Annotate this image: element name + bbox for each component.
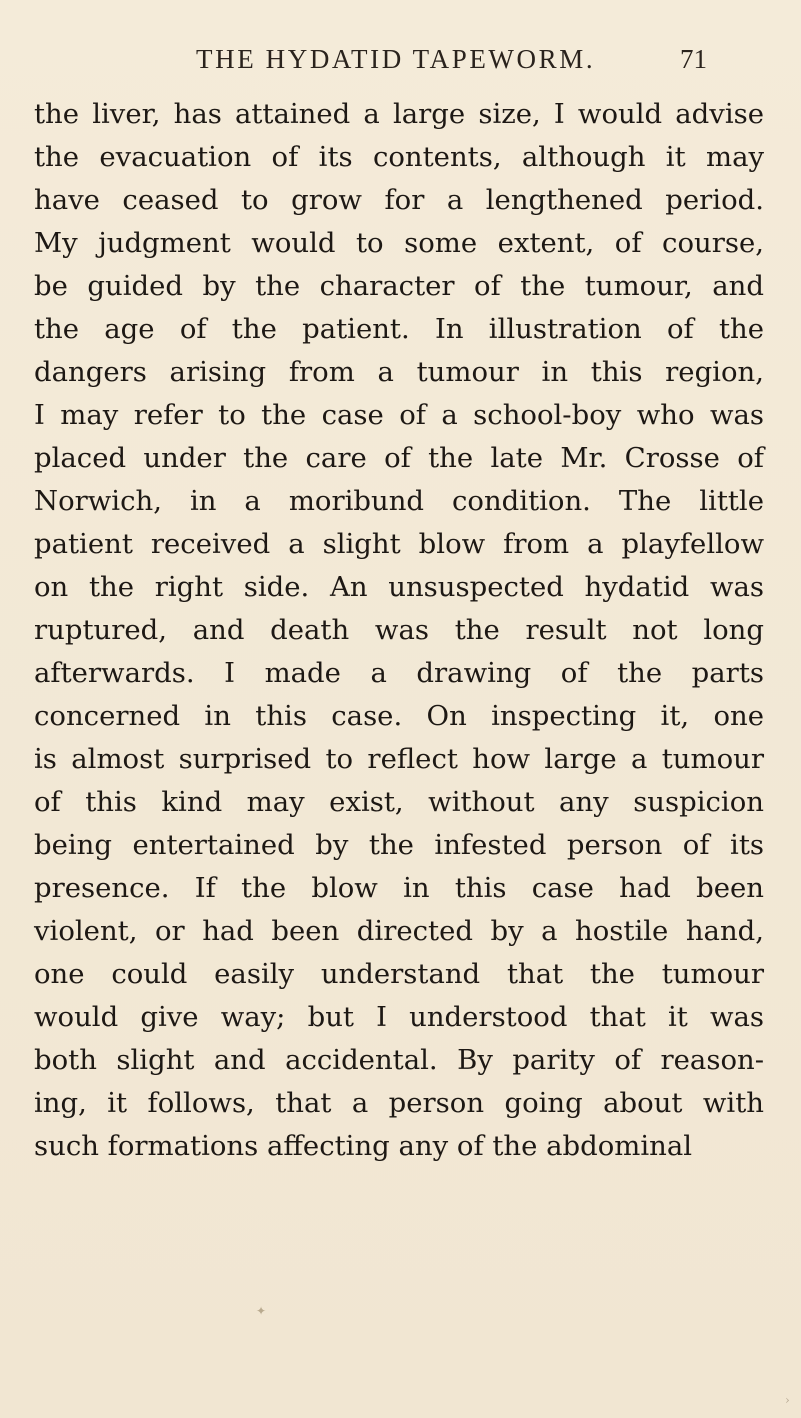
text-line: placed under the care of the late Mr. Crosse of — [34, 442, 764, 474]
text-line: the evacuation of its contents, although it may — [34, 141, 764, 173]
body-text — [34, 93, 764, 1168]
text-line: would give way; but I understood that it was — [34, 1001, 764, 1033]
text-line: afterwards. I made a drawing of the parts — [34, 657, 764, 689]
text-line: patient received a slight blow from a playfellow — [34, 528, 764, 560]
text-line: I may refer to the case of a school-boy who was — [34, 399, 764, 431]
text-line: be guided by the character of the tumour, and — [34, 270, 764, 302]
text-line: the liver, has attained a large size, I would advise — [34, 98, 764, 130]
page-number: 71 — [680, 44, 707, 74]
text-line: such formations affecting any of the abdominal — [34, 1130, 693, 1162]
text-line: of this kind may exist, without any suspicion — [34, 786, 764, 818]
text-line: violent, or had been directed by a hostile hand, — [34, 915, 764, 947]
text-line: My judgment would to some extent, of course, — [34, 227, 764, 259]
text-line: Norwich, in a moribund condition. The little — [34, 485, 764, 517]
text-line: is almost surprised to reflect how large a tumour — [34, 743, 764, 775]
ink-smudge: ✦ — [256, 1304, 267, 1318]
page-edge-mark: › — [785, 1393, 790, 1407]
text-line: dangers arising from a tumour in this region, — [34, 356, 764, 388]
running-title: THE HYDATID TAPEWORM. — [196, 44, 596, 74]
text-line: the age of the patient. In illustration of the — [34, 313, 764, 345]
text-line: have ceased to grow for a lengthened period. — [34, 184, 764, 216]
text-line: on the right side. An unsuspected hydatid was — [34, 571, 764, 603]
text-line: both slight and accidental. By parity of reason- — [34, 1044, 764, 1076]
text-line: concerned in this case. On inspecting it, one — [34, 700, 764, 732]
text-line: being entertained by the infested person of its — [34, 829, 764, 861]
text-line: ing, it follows, that a person going about with — [34, 1087, 764, 1119]
text-line: ruptured, and death was the result not long — [34, 614, 764, 646]
running-head — [0, 44, 801, 84]
text-line: presence. If the blow in this case had been — [34, 872, 764, 904]
text-line: one could easily understand that the tumour — [34, 958, 764, 990]
